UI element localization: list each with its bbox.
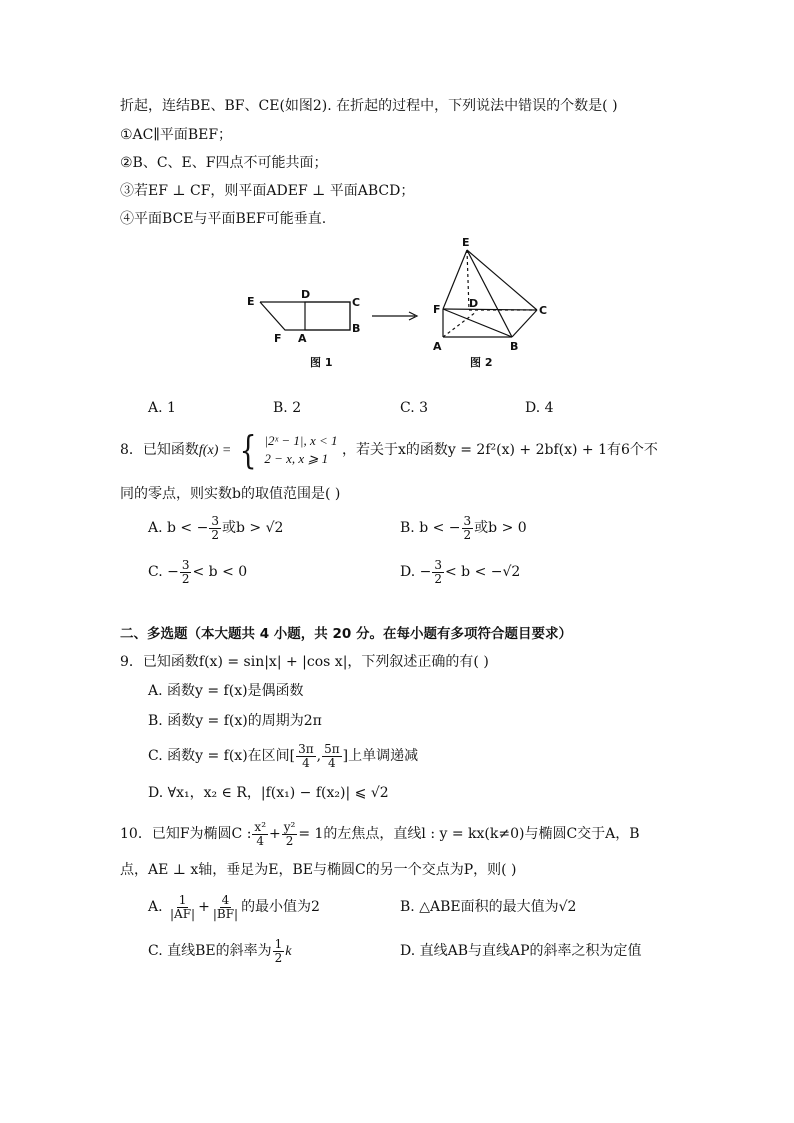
q7-option-d: D. 4 xyxy=(525,400,554,416)
fig2-label-B: B xyxy=(510,340,519,353)
q8-optC-den: 2 xyxy=(181,571,190,586)
q7-statement-4: ④平面BCE与平面BEF可能垂直. xyxy=(120,211,327,227)
q8-option-d xyxy=(400,556,520,588)
q8-optD-pre: D. − xyxy=(400,564,432,580)
q9-option-c xyxy=(148,740,418,772)
q8-stem xyxy=(120,428,658,473)
q8-optA-pre: A. b < − xyxy=(148,520,209,536)
q8-optA-den: 2 xyxy=(211,527,219,542)
fig2-label-C: C xyxy=(539,304,548,317)
q9-optC-f1-den: 4 xyxy=(302,755,310,770)
section-2-title: 二、多选题（本大题共 4 小题，共 20 分。在每小题有多项符合题目要求） xyxy=(120,626,572,642)
q10-option-d: D. 直线AB与直线AP的斜率之积为定值 xyxy=(400,943,642,959)
q10-f2-num: y² xyxy=(283,819,296,834)
fig2-edge-FB xyxy=(443,309,512,337)
q10-f2-den: 2 xyxy=(285,833,294,848)
q8-optA-num: 3 xyxy=(211,513,219,528)
q8-fx: f(x) = xyxy=(198,443,232,458)
q8-optB-frac xyxy=(462,515,474,542)
q7-option-b: B. 2 xyxy=(273,400,302,416)
q8-optA-post: 或b > √2 xyxy=(221,520,284,536)
q10-optC-pre: C. 直线BE的斜率为 xyxy=(148,943,272,959)
q10-post: = 1的左焦点，直线l : y = kx(k≠0)与椭圆C交于A，B xyxy=(298,826,640,842)
q8-case-2: 2 − x, x ⩾ 1 xyxy=(264,451,329,466)
q10-option-c xyxy=(148,934,291,969)
fig2-caption: 图 2 xyxy=(470,356,493,369)
q7-figure xyxy=(230,232,560,382)
q10-optA-post: 的最小值为2 xyxy=(241,899,320,915)
q8-optB-pre: B. b < − xyxy=(400,520,461,536)
q10-f1-den: 4 xyxy=(256,833,265,848)
fig2-label-D: D xyxy=(469,297,479,310)
q10-frac2 xyxy=(282,821,298,848)
q8-middle: ，若关于x的函数y = 2f²(x) + 2bf(x) + 1有6个不 xyxy=(341,442,658,458)
q8-optC-pre: C. − xyxy=(148,564,179,580)
q9-optC-pre: C. 函数y = f(x)在区间[ xyxy=(148,748,296,764)
q8-stem-line2: 同的零点，则实数b的取值范围是( ) xyxy=(120,486,341,502)
q10-optA-f2-den: |BF| xyxy=(212,906,239,921)
q7-option-a: A. 1 xyxy=(148,400,176,416)
q10-optC-num: 1 xyxy=(274,936,283,951)
q10-optA-frac1 xyxy=(168,894,197,921)
fig1-square xyxy=(305,302,350,330)
q9-optC-sep: , xyxy=(316,748,322,764)
q8-optD-post: < b < −√2 xyxy=(445,564,521,580)
q9-option-d: D. ∀x₁，x₂ ∈ R，|f(x₁) − f(x₂)| ⩽ √2 xyxy=(148,785,389,801)
fig2-edge-BC xyxy=(512,310,537,337)
q10-optA-pre: A. xyxy=(148,899,163,915)
q8-option-c xyxy=(148,556,247,588)
q8-optB-den: 2 xyxy=(463,527,472,542)
q10-stem xyxy=(120,818,640,850)
q8-option-a xyxy=(148,512,283,544)
q8-optD-frac xyxy=(432,559,444,586)
q8-optC-frac xyxy=(180,559,192,586)
q9-optC-post: ]上单调递减 xyxy=(342,748,419,764)
q10-pre: 10．已知F为椭圆C : xyxy=(120,826,252,842)
q10-optC-post: k xyxy=(285,944,292,959)
fig2-label-E: E xyxy=(462,236,470,249)
q9-option-a: A. 函数y = f(x)是偶函数 xyxy=(148,683,304,699)
fig1-label-C: C xyxy=(352,296,361,309)
q9-stem: 9．已知函数f(x) = sin|x| + |cos x|，下列叙述正确的有( ) xyxy=(120,654,489,670)
q8-prefix: 8．已知函数 xyxy=(120,442,199,458)
fig1-label-D: D xyxy=(301,288,311,301)
q10-f1-num: x² xyxy=(254,819,266,834)
fig2-edge-EF xyxy=(443,250,467,309)
fig2-label-F: F xyxy=(433,303,441,316)
q8-optA-frac xyxy=(209,515,221,542)
q10-optA-plus: + xyxy=(198,899,210,915)
fig1-label-E: E xyxy=(247,295,255,308)
q9-option-b: B. 函数y = f(x)的周期为2π xyxy=(148,713,322,729)
q10-optA-f1-den: |AF| xyxy=(170,906,196,921)
q8-optD-num: 3 xyxy=(434,557,442,572)
q10-option-b: B. △ABE面积的最大值为√2 xyxy=(400,899,577,915)
q8-optC-num: 3 xyxy=(181,557,190,572)
q10-optA-f2-num: 4 xyxy=(221,892,230,907)
q7-stem-line: 折起，连结BE、BF、CE(如图2). 在折起的过程中，下列说法中错误的个数是( ) xyxy=(120,98,618,114)
q10-optC-den: 2 xyxy=(274,950,283,965)
q8-optB-post: 或b > 0 xyxy=(474,520,527,536)
q9-optC-frac1 xyxy=(296,743,316,770)
q8-optB-num: 3 xyxy=(463,513,472,528)
q7-statement-3: ③若EF ⊥ CF，则平面ADEF ⊥ 平面ABCD； xyxy=(120,183,415,199)
q10-optC-frac xyxy=(273,938,285,965)
q8-case-1: |2ˣ − 1|, x < 1 xyxy=(264,433,338,448)
q10-stem-line2: 点，AE ⊥ x轴，垂足为E，BE与椭圆C的另一个交点为P，则( ) xyxy=(120,862,517,878)
q9-optC-f2-den: 4 xyxy=(328,755,336,770)
q9-optC-frac2 xyxy=(322,743,342,770)
q10-frac1 xyxy=(252,821,268,848)
fig2-edge-EB xyxy=(467,250,512,337)
q10-optA-f1-num: 1 xyxy=(178,892,187,907)
q8-option-b xyxy=(400,512,527,544)
q8-brace: { xyxy=(239,428,257,472)
q10-plus: + xyxy=(269,826,281,842)
q8-cases xyxy=(264,432,337,468)
fig1-label-B: B xyxy=(352,322,361,335)
fig1-caption: 图 1 xyxy=(310,356,333,369)
q9-optC-f1-num: 3π xyxy=(298,741,314,756)
q7-statement-1: ①AC∥平面BEF； xyxy=(120,127,233,143)
fig1-label-F: F xyxy=(274,332,282,345)
fig1-label-A: A xyxy=(298,332,307,345)
q7-option-c: C. 3 xyxy=(400,400,429,416)
q7-statement-2: ②B、C、E、F四点不可能共面； xyxy=(120,155,328,171)
q10-optA-frac2 xyxy=(211,894,240,921)
q8-optC-post: < b < 0 xyxy=(192,564,248,580)
q10-option-a xyxy=(148,890,320,924)
q9-optC-f2-num: 5π xyxy=(324,741,340,756)
fig2-label-A: A xyxy=(433,340,442,353)
q8-optD-den: 2 xyxy=(434,571,442,586)
